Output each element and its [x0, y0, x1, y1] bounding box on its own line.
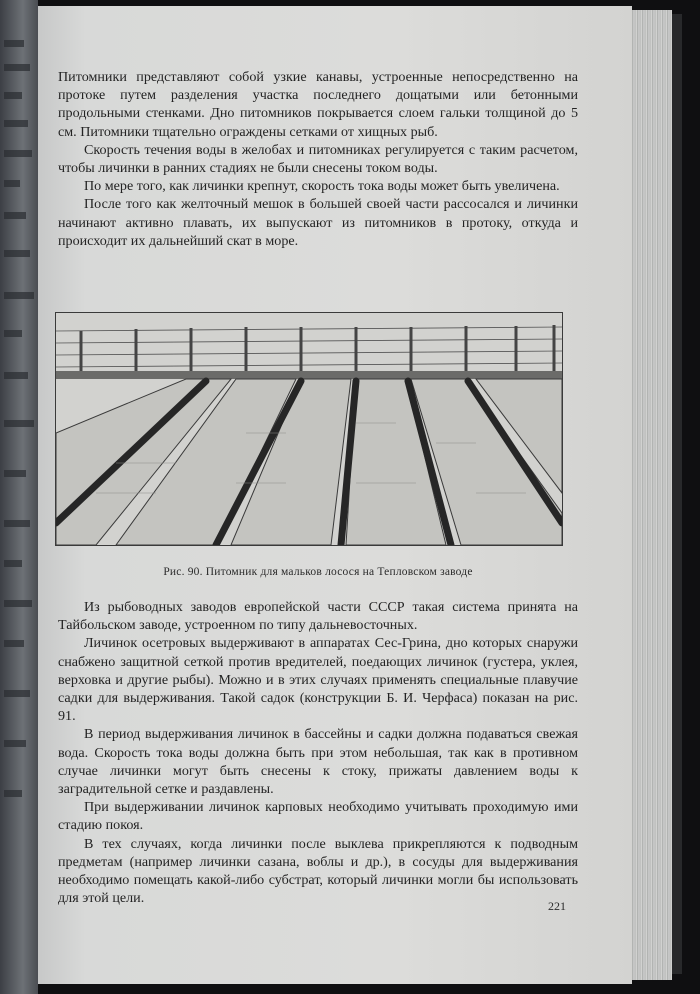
page-shadow [672, 14, 682, 974]
figure-90-illustration [55, 312, 563, 546]
paragraph: После того как желточный мешок в большей своей части рассосался и личинки начинают активно плавать, их выпускают из питомников в протоку, откуда и происходит их дальнейший скат в море. [58, 196, 578, 249]
facing-page-edge [0, 0, 38, 994]
paragraph: При выдерживании личинок карповых необходимо учитывать проходимую ими стадию покоя. [58, 799, 578, 834]
paragraph: Питомники представляют собой узкие канавы, устроенные непосредственно на протоке путем разделения участка последнего дощатыми или бетонными продольными стенками. Дно питомников покрывается слоем гальки толщиной до 5 см. Питомники тщательно ограждены сетками от хищных рыб. [58, 69, 578, 140]
page-number: 221 [548, 899, 566, 913]
paragraph: В тех случаях, когда личинки после выклева прикрепляются к подводным предметам (например личинки сазана, воблы и др.), в сосуды для выдерживания необходимо помещать какой-либо субстрат, который личинки могли бы использовать для этой цели. [58, 835, 578, 907]
page-stack-edge [632, 10, 672, 980]
facing-page-text-fragments [2, 0, 36, 994]
paragraph: Личинок осетровых выдерживают в аппаратах Сес-Грина, дно которых снаружи снабжено защитной сеткой против вредителей, поедающих личинок (густера, уклея, верховка и другие рыбы). Можно и в этих случаях применять специальные плавучие садки для выдерживания. Такой садок (конструкции Б. И. Черфаса) показан на рис. 91. [58, 635, 578, 725]
paragraph: В период выдерживания личинок в бассейны и садки должна подаваться свежая вода. Скорость тока воды должна быть при этом небольшая, так как в противном случае личинки могут быть снесены к стоку, прижаты давлением воды к заградительной сетке и раздавлены. [58, 726, 578, 798]
text-block-top [58, 68, 578, 250]
paragraph: Скорость течения воды в желобах и питомниках регулируется с таким расчетом, чтобы личинки в ранних стадиях не были снесены током воды. [58, 141, 578, 177]
paragraph: Из рыбоводных заводов европейской части СССР такая система принята на Тайбольском заводе, устроенном по типу дальневосточных. [58, 599, 578, 634]
text-block-bottom [58, 598, 578, 907]
paragraph: По мере того, как личинки крепнут, скорость тока воды может быть увеличена. [84, 178, 560, 195]
figure-caption: Рис. 90. Питомник для мальков лосося на Тепловском заводе [163, 566, 473, 578]
